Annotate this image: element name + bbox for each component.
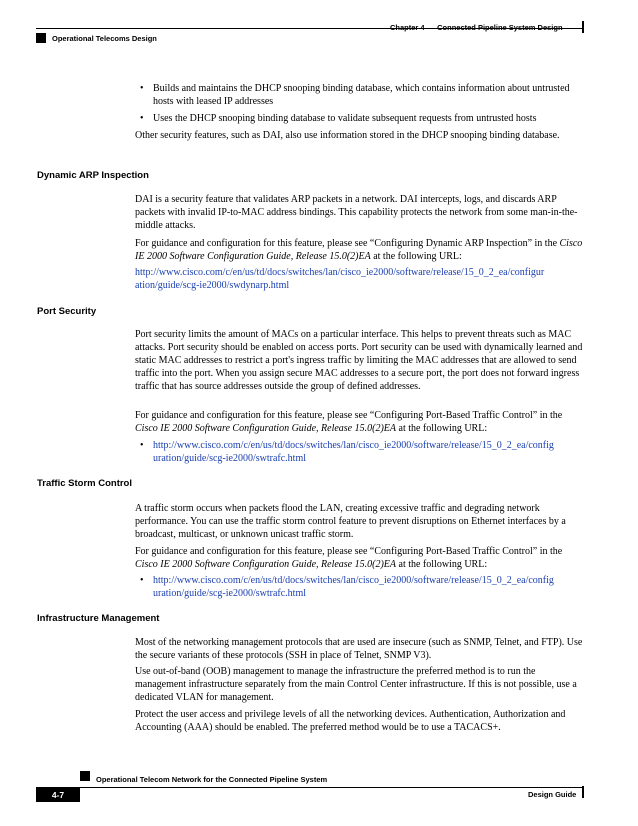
url-line[interactable]: http://www.cisco.com/c/en/us/td/docs/switches/lan/cisco_ie2000/software/release/15_0_2_ea/config (153, 440, 554, 451)
guide-title: Cisco IE 2000 Software Configuration Guide, Release 15.0(2)EA (135, 559, 396, 570)
guide-title: Cisco IE 2000 Software Configuration Guide, Release 15.0(2)EA (135, 423, 396, 434)
url-line[interactable]: http://www.cisco.com/c/en/us/td/docs/switches/lan/cisco_ie2000/software/release/15_0_2_ea/configur (135, 267, 545, 278)
url-link[interactable] (153, 574, 588, 600)
text: For guidance and configuration for this feature, please see “Configuring Port-Based Traffic Control” in the (135, 546, 563, 557)
header-marker (36, 33, 46, 43)
paragraph: DAI is a security feature that validates ARP packets in a network. DAI intercepts, logs, and discards ARP packets with invalid IP-to-MAC address bindings. This capability protects the network from some man-in-the-middle attacks. (135, 194, 578, 231)
url-line[interactable]: uration/guide/scg-ie2000/swtrafc.html (153, 453, 307, 464)
bullet-marker: • (140, 113, 144, 124)
url-link[interactable] (153, 439, 588, 465)
url-link[interactable] (135, 266, 587, 292)
footer-guide-label: Design Guide (528, 790, 577, 799)
paragraph: Use out-of-band (OOB) management to manage the infrastructure the preferred method is to run the management infrastructure separately from the main Control Center infrastructure. If this is not possible, use a dedicated VLAN for management. (135, 666, 577, 703)
header-line (36, 28, 582, 29)
paragraph: Protect the user access and privilege levels of all the networking devices. Authentication, Authorization and Accounting (AAA) should be enabled. The preferred method would be to use a TACACS+. (135, 709, 566, 733)
heading-infrastructure-management: Infrastructure Management (37, 613, 160, 624)
footer-marker (80, 771, 90, 781)
paragraph: A traffic storm occurs when packets flood the LAN, creating excessive traffic and degrading network performance. You can use the traffic storm control feature to prevent disruptions on Ethernet interfaces by a broadcast, multicast, or unknown unicast traffic storm. (135, 503, 566, 540)
header-rule (582, 21, 584, 33)
url-line[interactable]: uration/guide/scg-ie2000/swtrafc.html (153, 588, 307, 599)
url-line[interactable]: http://www.cisco.com/c/en/us/td/docs/switches/lan/cisco_ie2000/software/release/15_0_2_ea/config (153, 575, 554, 586)
bullet-marker: • (140, 83, 144, 94)
url-line[interactable]: ation/guide/scg-ie2000/swdynarp.html (135, 280, 290, 291)
text: at the following URL: (396, 559, 488, 570)
list-item: Uses the DHCP snooping binding database to validate subsequent requests from untrusted hosts (153, 113, 537, 124)
text: at the following URL: (396, 423, 488, 434)
paragraph (135, 237, 587, 263)
paragraph: Other security features, such as DAI, also use information stored in the DHCP snooping binding database. (135, 130, 560, 141)
heading-port-security: Port Security (37, 306, 97, 317)
page-number: 4-7 (36, 788, 80, 802)
footer-doc-title: Operational Telecom Network for the Connected Pipeline System (96, 775, 328, 784)
heading-traffic-storm-control: Traffic Storm Control (37, 478, 133, 489)
heading-dynamic-arp-inspection: Dynamic ARP Inspection (37, 170, 149, 181)
bullet-marker: • (140, 440, 144, 451)
footer-line (36, 787, 584, 788)
list-item: Builds and maintains the DHCP snooping binding database, which contains information about untrusted hosts with leased IP addresses (153, 83, 570, 107)
text: For guidance and configuration for this feature, please see “Configuring Dynamic ARP Inspection” in the (135, 238, 560, 249)
paragraph (135, 545, 587, 571)
section-title: Operational Telecoms Design (52, 34, 157, 43)
paragraph (135, 409, 587, 435)
text: For guidance and configuration for this feature, please see “Configuring Port-Based Traffic Control” in the (135, 410, 563, 421)
text: at the following URL: (370, 251, 462, 262)
guide-title: Cisco IE 2000 Software Configuration Guide, Release 15.0(2)EA (135, 238, 583, 262)
paragraph: Port security limits the amount of MACs on a particular interface. This helps to prevent threats such as MAC attacks. Port security should be enabled on access ports. Port security can be used with dynamically learned and static MAC addresses to restrict a port's ingress traffic by limiting the MAC addresses that are allowed to send traffic into the port. When you assign secure MAC addresses to a secure port, the port does not forward ingress traffic that has source addresses outside the group of defined addresses. (135, 329, 583, 392)
footer-rule (582, 786, 584, 798)
bullet-marker: • (140, 575, 144, 586)
paragraph: Most of the networking management protocols that are used are insecure (such as SNMP, Telnet, and FTP). Use the secure variants of these protocols (SSH in place of Telnet, SNMP V3). (135, 637, 583, 661)
